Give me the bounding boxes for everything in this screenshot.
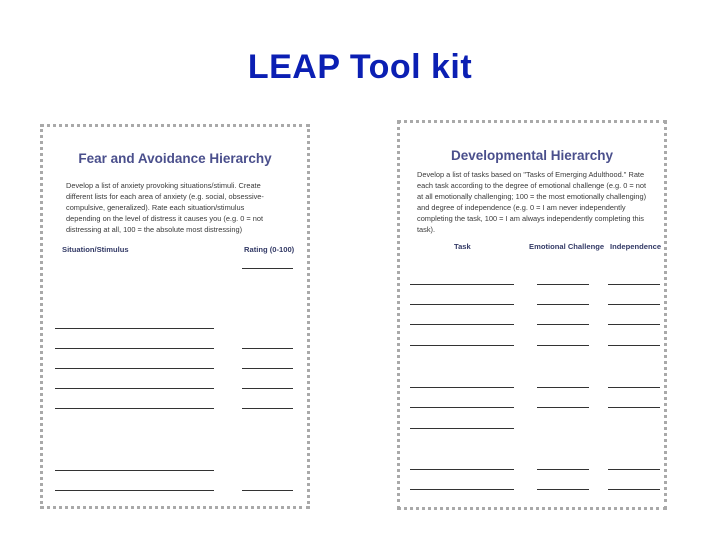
fear-avoidance-worksheet [40,124,310,509]
situation-line[interactable] [55,490,214,491]
rating-line[interactable] [242,368,293,369]
situation-line[interactable] [55,368,214,369]
task-line[interactable] [410,345,514,346]
rating-line[interactable] [242,348,293,349]
emotional-challenge-line[interactable] [537,324,589,325]
independence-line[interactable] [608,324,660,325]
emotional-challenge-line[interactable] [537,489,589,490]
emotional-challenge-line[interactable] [537,387,589,388]
task-line[interactable] [410,284,514,285]
rating-line[interactable] [242,490,293,491]
worksheet-instructions: Develop a list of anxiety provoking situations/stimuli. Create different lists for each area of anxiety (e.g. social, obsessive-compulsive, generalized). Rate each situation/stimulus depending on the level of distress it causes you (e.g. 0 = not distressing at all, 100 = the absolute most distressing) [66,181,264,234]
independence-line[interactable] [608,345,660,346]
task-line[interactable] [410,304,514,305]
situation-line[interactable] [55,388,214,389]
task-line[interactable] [410,428,514,429]
column-header-emotional-challenge: Emotional Challenge [529,242,605,251]
situation-line[interactable] [55,348,214,349]
emotional-challenge-line[interactable] [537,469,589,470]
task-line[interactable] [410,387,514,388]
independence-line[interactable] [608,304,660,305]
task-line[interactable] [410,324,514,325]
task-line[interactable] [410,407,514,408]
worksheet-heading: Fear and Avoidance Hierarchy [78,151,272,166]
rating-line[interactable] [242,268,293,269]
developmental-worksheet [397,120,667,510]
independence-line[interactable] [608,284,660,285]
situation-line[interactable] [55,408,214,409]
column-header-task: Task [454,242,471,251]
independence-line[interactable] [608,387,660,388]
worksheet-instructions: Develop a list of tasks based on "Tasks of Emerging Adulthood." Rate each task according to the degree of emotional challenge (e.g. 0 = not at all emotionally challenging; 100 = the most emotionally challenging) and degree of independence (e.g. 0 = I am never independently completing the task, 100 = I am always independently completing this task). [417,170,647,234]
task-line[interactable] [410,469,514,470]
rating-line[interactable] [242,408,293,409]
emotional-challenge-line[interactable] [537,284,589,285]
rating-line[interactable] [242,388,293,389]
task-line[interactable] [410,489,514,490]
column-header-independence: Independence [610,242,662,251]
independence-line[interactable] [608,469,660,470]
slide-title: LEAP Tool kit [247,48,473,86]
independence-line[interactable] [608,407,660,408]
emotional-challenge-line[interactable] [537,407,589,408]
independence-line[interactable] [608,489,660,490]
situation-line[interactable] [55,470,214,471]
situation-line[interactable] [55,328,214,329]
emotional-challenge-line[interactable] [537,304,589,305]
worksheet-heading: Developmental Hierarchy [450,148,614,163]
emotional-challenge-line[interactable] [537,345,589,346]
column-header-rating: Rating (0-100) [244,245,295,254]
column-header-situation: Situation/Stimulus [62,245,129,254]
